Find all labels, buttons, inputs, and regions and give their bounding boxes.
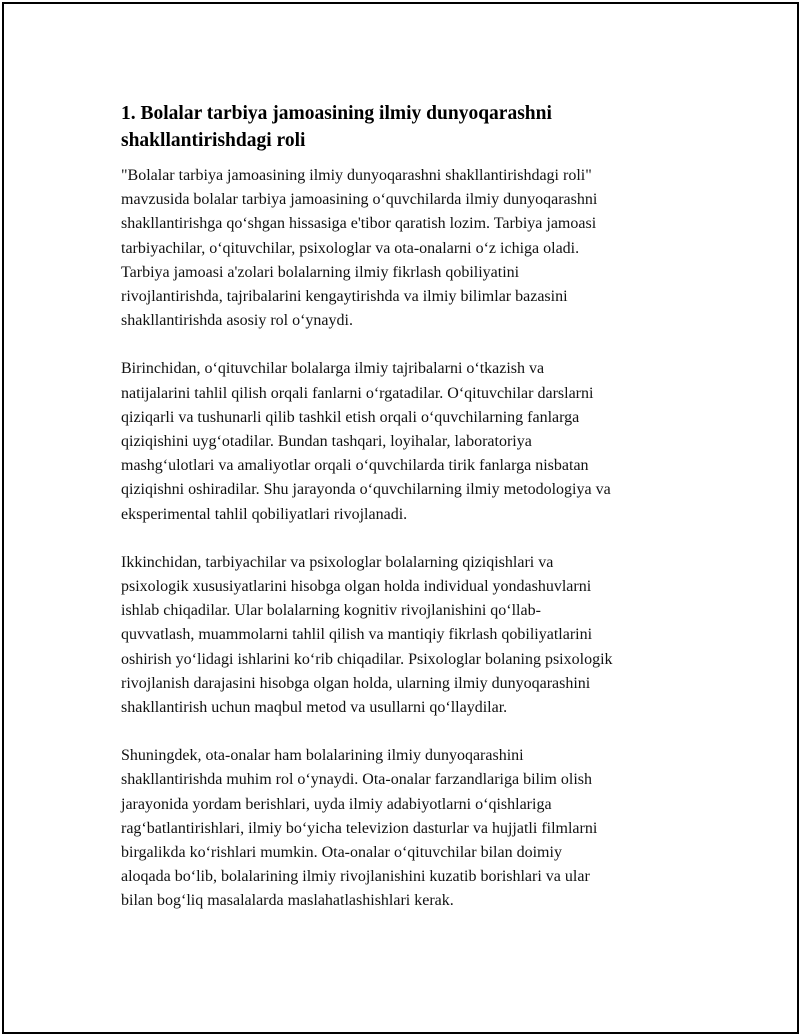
text-line: Tarbiya jamoasi a'zolari bolalarning ilmiy fikrlash qobiliyatini [121, 263, 520, 281]
document-body [121, 100, 701, 938]
text-line: qiziqishni oshiradilar. Shu jarayonda oʻquvchilarning ilmiy metodologiya va [121, 481, 611, 499]
text-line: jarayonida yordam berishlari, uyda ilmiy adabiyotlarni oʻqishlariga [121, 795, 552, 813]
text-line: shakllantirishda muhim rol oʻynaydi. Ota-onalar farzandlariga bilim olish [121, 771, 592, 789]
text-line: ishlab chiqadilar. Ular bolalarning kognitiv rivojlanishini qoʻllab- [121, 602, 541, 620]
text-line: eksperimental tahlil qobiliyatlari rivojlanadi. [121, 505, 408, 523]
text-line: bilan bogʻliq masalalarda maslahatlashishlari kerak. [121, 892, 454, 910]
text-line: quvvatlash, muammolarni tahlil qilish va mantiqiy fikrlash qobiliyatlarini [121, 626, 593, 644]
title-line: 1. Bolalar tarbiya jamoasining ilmiy dunyoqarashni [121, 103, 552, 124]
text-line: Shuningdek, ota-onalar ham bolalarining ilmiy dunyoqarashini [121, 747, 524, 765]
paragraph-4 [121, 744, 701, 913]
text-line: natijalarini tahlil qilish orqali fanlarni oʻrgatadilar. Oʻqituvchilar darslarni [121, 384, 594, 402]
text-line: qiziqarli va tushunarli qilib tashkil etish orqali oʻquvchilarning fanlarga [121, 408, 580, 426]
text-line: rivojlanish darajasini hisobga olgan holda, ularning ilmiy dunyoqarashini [121, 674, 591, 692]
page-frame [2, 2, 799, 1034]
text-line: shakllantirishga qoʻshgan hissasiga e'tibor qaratish lozim. Tarbiya jamoasi [121, 215, 597, 233]
text-line: aloqada boʻlib, bolalarining ilmiy rivojlanishini kuzatib borishlari va ular [121, 868, 590, 886]
text-line: birgalikda koʻrishlari mumkin. Ota-onalar oʻqituvchilar bilan doimiy [121, 844, 562, 862]
text-line: shakllantirish uchun maqbul metod va usullarni qoʻllaydilar. [121, 699, 508, 717]
text-line: qiziqishini uygʻotadilar. Bundan tashqari, loyihalar, laboratoriya [121, 433, 532, 451]
paragraph-3 [121, 551, 701, 720]
paragraph-1 [121, 164, 701, 333]
paragraph-2 [121, 357, 701, 526]
text-line: Ikkinchidan, tarbiyachilar va psixologlar bolalarning qiziqishlari va [121, 553, 554, 571]
text-line: oshirish yoʻlidagi ishlarini koʻrib chiqadilar. Psixologlar bolaning psixologik [121, 650, 613, 668]
text-line: rivojlantirishda, tajribalarini kengaytirishda va ilmiy bilimlar bazasini [121, 288, 568, 306]
document-title [121, 100, 701, 154]
text-line: Birinchidan, oʻqituvchilar bolalarga ilmiy tajribalarni oʻtkazish va [121, 360, 545, 378]
text-line: mavzusida bolalar tarbiya jamoasining oʻquvchilarda ilmiy dunyoqarashni [121, 191, 598, 209]
title-line: shakllantirishdagi roli [121, 130, 306, 151]
text-line: psixologik xususiyatlarini hisobga olgan holda individual yondashuvlarni [121, 578, 592, 596]
text-line: tarbiyachilar, oʻqituvchilar, psixologlar va ota-onalarni oʻz ichiga oladi. [121, 239, 580, 257]
text-line: mashgʻulotlari va amaliyotlar orqali oʻquvchilarda tirik fanlarga nisbatan [121, 457, 589, 475]
text-line: "Bolalar tarbiya jamoasining ilmiy dunyoqarashni shakllantirishdagi roli" [121, 167, 592, 184]
text-line: shakllantirishda asosiy rol oʻynaydi. [121, 312, 353, 330]
text-line: ragʻbatlantirishlari, ilmiy boʻyicha televizion dasturlar va hujjatli filmlarni [121, 819, 598, 837]
